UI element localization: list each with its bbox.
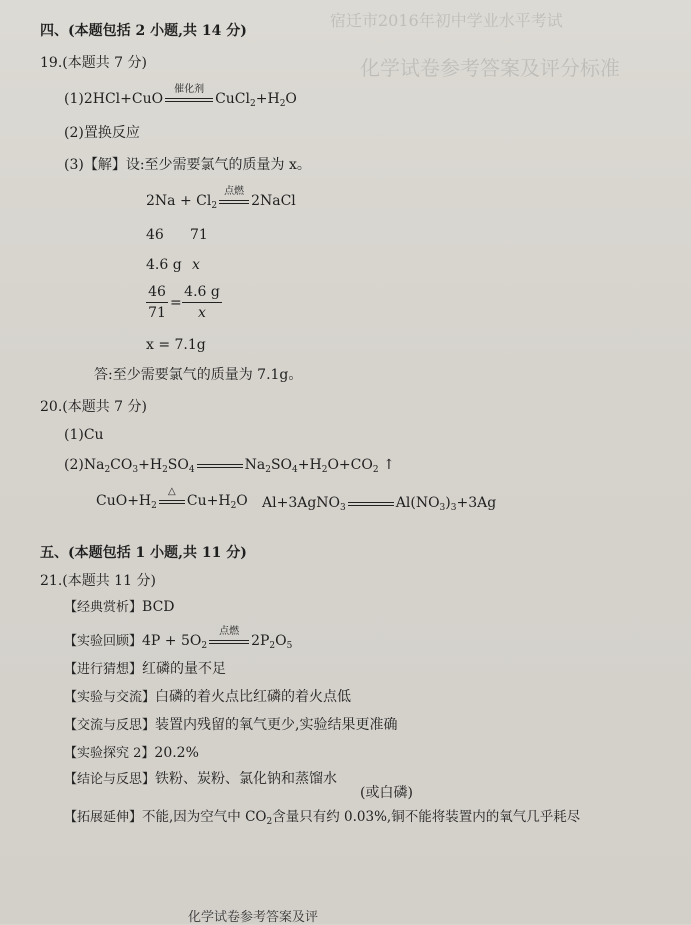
q19-fraction-right: 4.6 g x — [182, 284, 222, 321]
q21-row-review: 【实验回顾】$4P + 5O_2$ 点燃 $2P_2O_5$ — [64, 626, 293, 651]
q21-row-conclusion: 【结论与反思】铁粉、炭粉、氯化钠和蒸馏水 — [64, 771, 338, 787]
q19-given-mass: 4.6 g — [146, 257, 182, 273]
q20-equation-al: Al+3AgNO$_3$ $Al(NO_3)_3+3Ag$ — [262, 495, 497, 513]
section-5-title: 五、(本题包括 1 小题,共 11 分) — [40, 545, 247, 561]
q21-row-exchange: 【实验与交流】白磷的着火点比红磷的着火点低 — [64, 689, 352, 705]
q19-molar-mass-cl: 71 — [190, 227, 208, 243]
q19-unknown-mass: x — [192, 257, 200, 273]
q21-row-reflection: 【交流与反思】装置内残留的氧气更少,实验结果更准确 — [64, 717, 398, 733]
q21-heading: 21.(本题共 11 分) — [40, 573, 156, 589]
q20-part1: (1)Cu — [64, 427, 104, 443]
equals-sign: = — [170, 295, 182, 311]
q21-row-classic: 【经典赏析】BCD — [64, 599, 175, 615]
q20-equation-cuo: $CuO+H_2$ △ $Cu+H_2O$ — [96, 486, 248, 511]
q19-part2: (2)置换反应 — [64, 125, 140, 141]
section-4-title: 四、(本题包括 2 小题,共 14 分) — [40, 23, 247, 39]
q21-conclusion-note: (或白磷) — [360, 785, 413, 801]
q19-part3-setup: (3)【解】设:至少需要氯气的质量为 x。 — [64, 157, 311, 173]
q19-part1-equation: (1)2HCl+CuO 催化剂 $CuCl_2+H_2O$ — [64, 84, 297, 109]
q21-row-extension: 【拓展延伸】不能,因为空气中 $CO_2$含量只有约 0.03%,铜不能将装置内的氧气几乎耗尽 — [64, 809, 581, 827]
q19-heading: 19.(本题共 7 分) — [40, 55, 147, 71]
q19-molar-mass-na: 46 — [146, 227, 164, 243]
q19-answer: 答:至少需要氯气的质量为 7.1g。 — [94, 367, 303, 383]
q20-heading: 20.(本题共 7 分) — [40, 399, 147, 415]
q19-reaction-equation: $2Na + Cl_2$ 点燃 2NaCl — [146, 186, 296, 211]
bleed-through-text: 宿迁市2016年初中学业水平考试 — [330, 11, 563, 30]
q21-row-guess: 【进行猜想】红磷的量不足 — [64, 661, 227, 677]
q19-result: x = 7.1g — [146, 337, 206, 353]
q21-row-explore: 【实验探究 2】20.2% — [64, 745, 199, 761]
bleed-through-title: 化学试卷参考答案及评分标准 — [360, 56, 620, 80]
page-footer: 化学试卷参考答案及评 — [188, 910, 319, 925]
q20-part2-equation: $(2)Na_2CO_3+H_2SO_4$ $Na_2SO_4+H_2O+CO_2$ ↑ — [64, 457, 395, 475]
q19-fraction-left: 46 71 — [146, 284, 168, 321]
